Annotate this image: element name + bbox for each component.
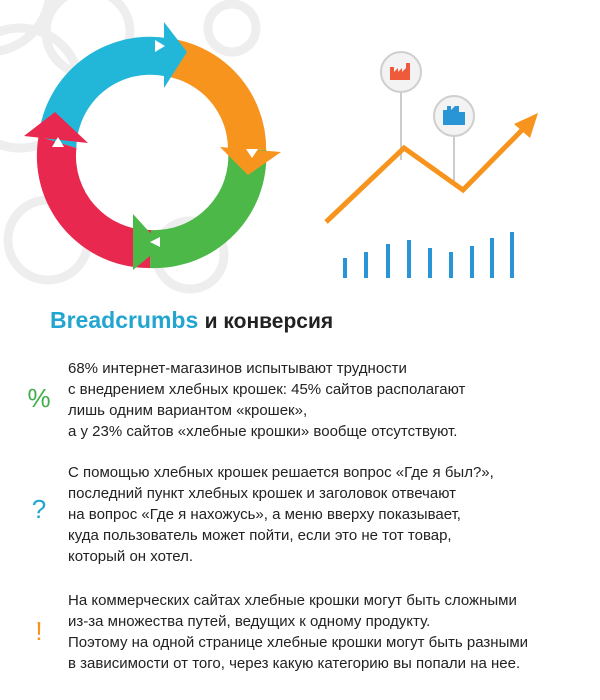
percent-icon: %: [27, 383, 51, 413]
info-text: На коммерческих сайтах хлебные крошки могут быть сложными из-за множества путей, ведущих к одному продукту. Поэтому на одной странице хлебные крошки могут быть разными в зависимости от того, через какую категорию вы попали на нее.: [68, 592, 529, 672]
infographic-illustration: [0, 0, 600, 300]
bar-series: [343, 232, 514, 278]
trend-line: [326, 128, 524, 222]
trend-chart: [326, 52, 538, 278]
section-title-accent: Breadcrumbs: [50, 307, 199, 333]
section-title-rest: и конверсия: [204, 310, 334, 333]
question-icon: ?: [31, 494, 47, 524]
info-text: 68% интернет-магазинов испытывают трудности с внедрением хлебных крошек: 45% сайтов располагают лишь одним вариантом «крошек», а у 23% сайтов «хлебные крошки» вообще отсутствуют.: [68, 360, 466, 440]
section-title: [50, 307, 333, 334]
info-text: С помощью хлебных крошек решается вопрос «Где я был?», последний пункт хлебных крошек и заголовок отвечают на вопрос «Где я нахожусь», а меню вверху показывает, куда пользователь может пойти, если это не тот товар, который он хотел.: [68, 464, 494, 565]
exclamation-icon: !: [35, 616, 43, 646]
cycle-ring: [24, 22, 281, 270]
pin-red: [381, 52, 421, 160]
